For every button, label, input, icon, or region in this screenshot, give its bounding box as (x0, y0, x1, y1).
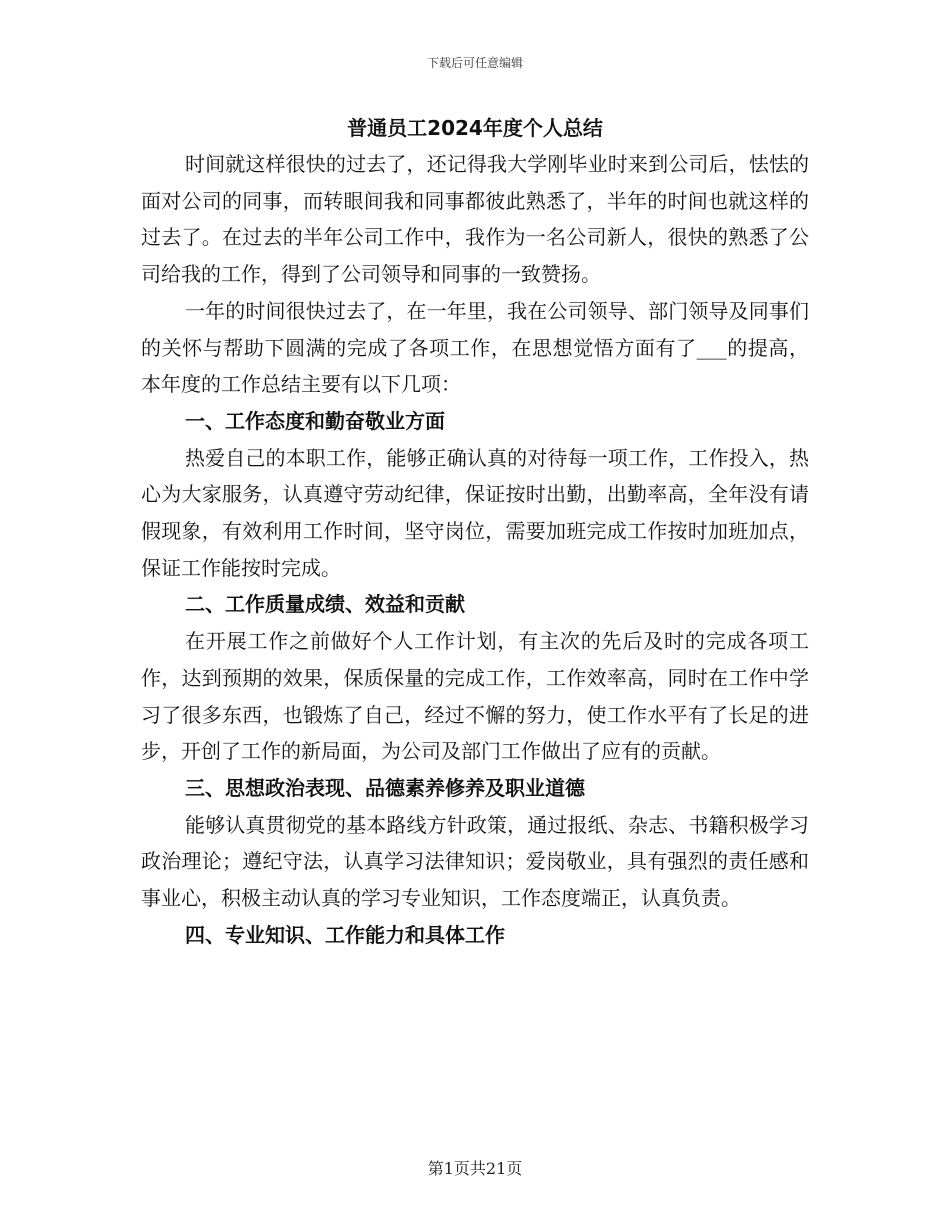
document-title: 普通员工2024年度个人总结 (347, 116, 603, 140)
section-heading-2: 二、工作质量成绩、效益和贡献 (185, 592, 465, 617)
section-body-2: 在开展工作之前做好个人工作计划，有主次的先后及时的完成各项工作，达到预期的效果，保质保量的完成工作，工作效率高，同时在工作中学习了很多东西，也锻炼了自己，经过不懈的努力，使工作水平有了长足的进步，开创了工作的新局面，为公司及部门工作做出了应有的贡献。 (141, 629, 809, 764)
document-body (141, 110, 809, 953)
page-footer: 第1页共21页 (427, 1159, 523, 1178)
section-body-1: 热爱自己的本职工作，能够正确认真的对待每一项工作，工作投入，热心为大家服务，认真遵守劳动纪律，保证按时出勤，出勤率高，全年没有请假现象，有效利用工作时间，坚守岗位，需要加班完成工作按时加班加点，保证工作能按时完成。 (141, 445, 809, 580)
intro-paragraph-1: 时间就这样很快的过去了，还记得我大学刚毕业时来到公司后，怯怯的面对公司的同事，而转眼间我和同事都彼此熟悉了，半年的时间也就这样的过去了。在过去的半年公司工作中，我作为一名公司新人，很快的熟悉了公司给我的工作，得到了公司领导和同事的一致赞扬。 (141, 152, 809, 287)
header-note: 下载后可任意编辑 (426, 56, 523, 70)
section-heading-3: 三、思想政治表现、品德素养修养及职业道德 (185, 775, 585, 800)
intro-paragraph-2: 一年的时间很快过去了，在一年里，我在公司领导、部门领导及同事们的关怀与帮助下圆满的完成了各项工作，在思想觉悟方面有了___的提高，本年度的工作总结主要有以下几项： (141, 298, 809, 397)
section-heading-4: 四、专业知识、工作能力和具体工作 (185, 922, 505, 947)
section-heading-1: 一、工作态度和勤奋敬业方面 (185, 408, 445, 433)
section-body-3: 能够认真贯彻党的基本路线方针政策，通过报纸、杂志、书籍积极学习政治理论；遵纪守法，认真学习法律知识；爱岗敬业，具有强烈的责任感和事业心，积极主动认真的学习专业知识，工作态度端正，认真负责。 (141, 812, 809, 911)
